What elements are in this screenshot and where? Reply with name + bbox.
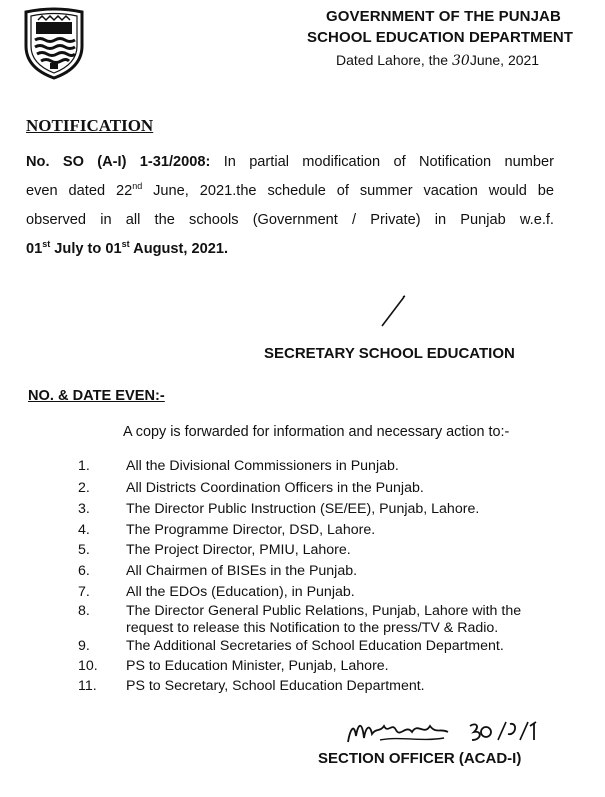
list-item-number: 8. bbox=[78, 603, 90, 619]
list-item-text: The Additional Secretaries of School Education Department. bbox=[126, 638, 504, 654]
list-item-text: PS to Education Minister, Punjab, Lahore. bbox=[126, 658, 389, 674]
body-line-3: observed in all the schools (Government / Private) in Punjab w.e.f. bbox=[26, 212, 554, 228]
list-item-text: The Project Director, PMIU, Lahore. bbox=[126, 542, 351, 558]
notification-body bbox=[26, 148, 554, 264]
list-item-text: All Districts Coordination Officers in the Punjab. bbox=[126, 480, 424, 496]
list-item-text: All the Divisional Commissioners in Punjab. bbox=[126, 458, 399, 474]
punjab-emblem-icon bbox=[22, 6, 86, 80]
dated-prefix: Dated Lahore, the bbox=[336, 52, 452, 68]
secretary-signature-mark bbox=[378, 294, 408, 328]
list-item-number: 4. bbox=[78, 522, 90, 538]
list-item-number: 7. bbox=[78, 584, 90, 600]
no-date-even: NO. & DATE EVEN:- bbox=[28, 388, 165, 404]
copy-forwarded-line: A copy is forwarded for information and necessary action to:- bbox=[123, 424, 510, 440]
list-item-text: The Programme Director, DSD, Lahore. bbox=[126, 522, 376, 538]
list-item-number: 1. bbox=[78, 458, 90, 474]
vacation-dates: 01st July to 01st August, 2021. bbox=[26, 239, 229, 257]
list-item-number: 11. bbox=[78, 678, 97, 694]
section-officer-title: SECTION OFFICER (ACAD-I) bbox=[318, 750, 522, 767]
section-officer-signature bbox=[340, 712, 560, 750]
secretary-title: SECRETARY SCHOOL EDUCATION bbox=[264, 345, 515, 362]
notification-heading: NOTIFICATION bbox=[26, 116, 154, 135]
dated-line bbox=[336, 52, 539, 69]
list-item-text-continued: request to release this Notification to the press/TV & Radio. bbox=[126, 620, 499, 636]
government-heading: GOVERNMENT OF THE PUNJAB bbox=[326, 8, 561, 25]
list-item-number: 6. bbox=[78, 563, 90, 579]
list-item-text: All Chairmen of BISEs in the Punjab. bbox=[126, 563, 358, 579]
list-item-text: The Director Public Instruction (SE/EE), Punjab, Lahore. bbox=[126, 501, 480, 517]
list-item-text: PS to Secretary, School Education Department. bbox=[126, 678, 425, 694]
list-item-text: All the EDOs (Education), in Punjab. bbox=[126, 584, 355, 600]
list-item-text: The Director General Public Relations, Punjab, Lahore with the bbox=[126, 603, 522, 619]
dated-suffix: June, 2021 bbox=[469, 52, 540, 68]
body-line-2: even dated 22nd June, 2021.the schedule of summer vacation would be bbox=[26, 181, 554, 199]
list-item-number: 3. bbox=[78, 501, 90, 517]
dated-day-handwritten: 30 bbox=[451, 53, 470, 69]
body-line-1: No. SO (A-I) 1-31/2008: In partial modification of Notification number bbox=[26, 154, 554, 170]
list-item-number: 10. bbox=[78, 658, 98, 674]
list-item-number: 9. bbox=[78, 638, 90, 654]
department-heading: SCHOOL EDUCATION DEPARTMENT bbox=[307, 29, 574, 46]
list-item-number: 2. bbox=[78, 480, 90, 496]
notification-number: No. SO (A-I) 1-31/2008: bbox=[26, 154, 211, 170]
list-item-number: 5. bbox=[78, 542, 90, 558]
